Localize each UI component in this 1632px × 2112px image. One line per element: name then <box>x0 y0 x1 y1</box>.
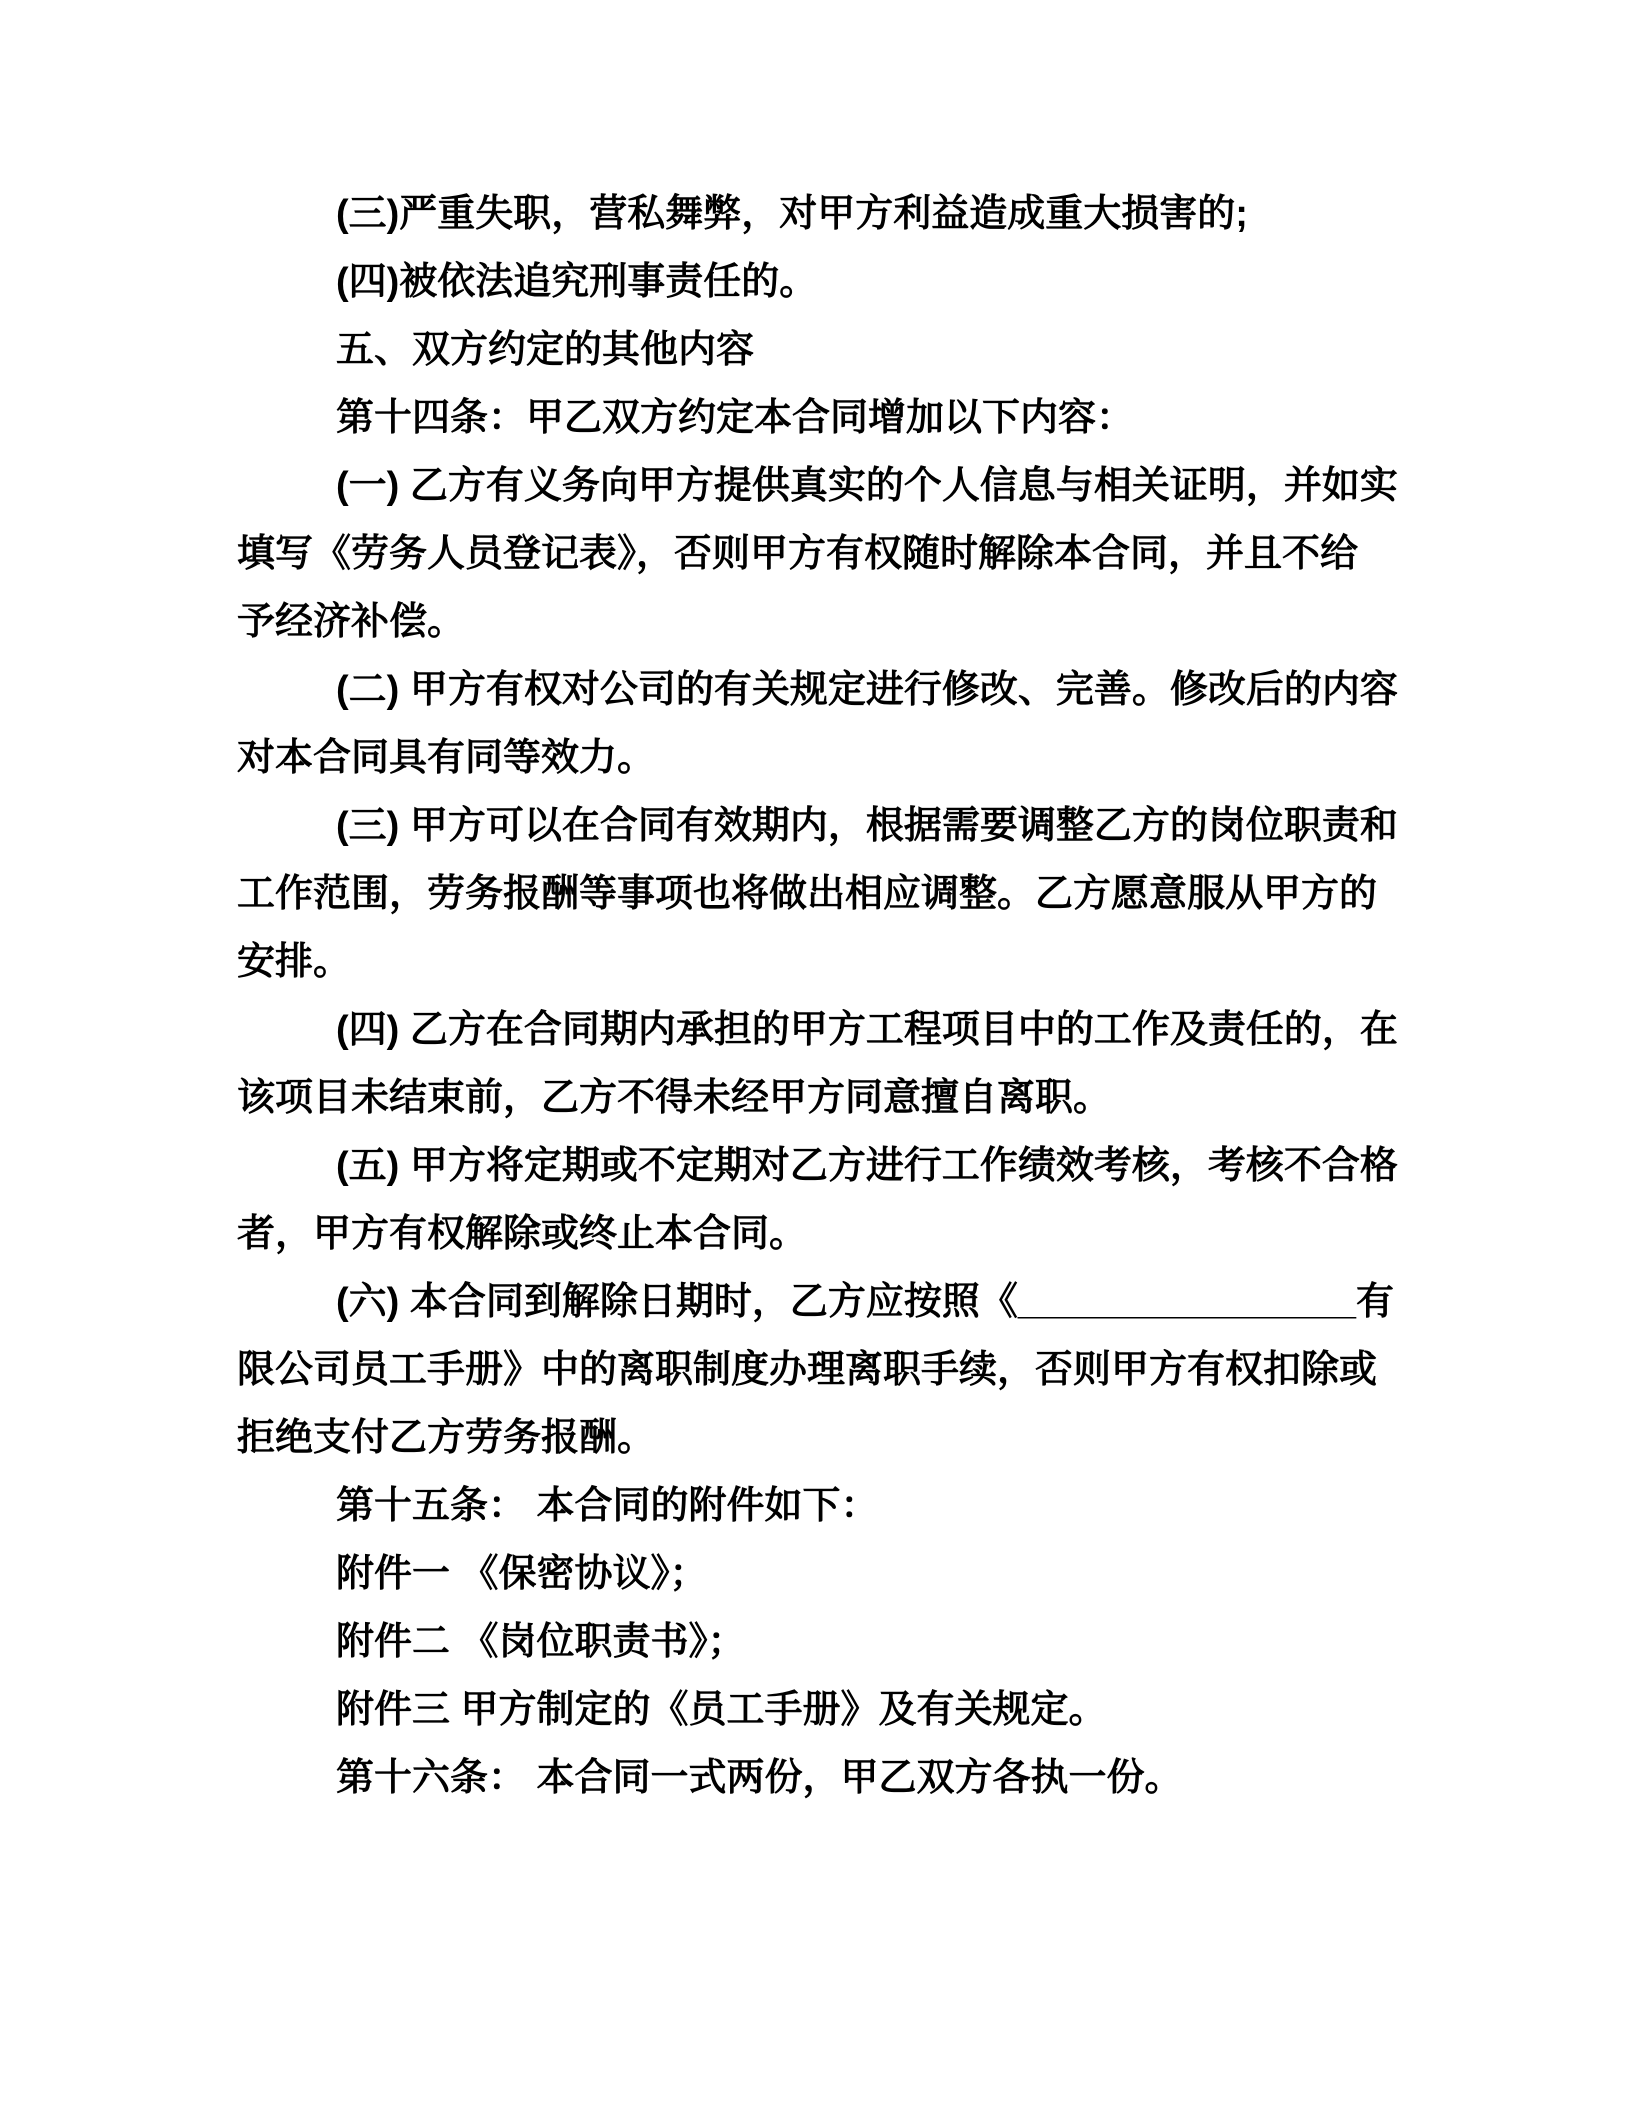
text-line: 填写《劳务人员登记表》，否则甲方有权随时解除本合同，并且不给 <box>237 533 1359 575</box>
text-line: 安排。 <box>237 941 352 983</box>
text-line: 拒绝支付乙方劳务报酬。 <box>237 1417 656 1459</box>
text-line: 第十六条： 本合同一式两份，甲乙双方各执一份。 <box>336 1757 1183 1799</box>
text-line: 附件二 《岗位职责书》； <box>336 1621 746 1663</box>
text-line: (四) 乙方在合同期内承担的甲方工程项目中的工作及责任的，在 <box>336 1009 1398 1051</box>
text-line: 附件一 《保密协议》； <box>336 1553 708 1595</box>
text-line: (五) 甲方将定期或不定期对乙方进行工作绩效考核，考核不合格 <box>336 1145 1398 1187</box>
text-line: (六) 本合同到解除日期时，乙方应按照《________________有 <box>336 1281 1395 1323</box>
text-line: (二) 甲方有权对公司的有关规定进行修改、完善。修改后的内容 <box>336 669 1398 711</box>
contract-text-block <box>0 180 1632 1812</box>
text-line: 第十四条：甲乙双方约定本合同增加以下内容： <box>336 397 1135 439</box>
text-line: 限公司员工手册》中的离职制度办理离职手续，否则甲方有权扣除或 <box>237 1349 1378 1391</box>
text-line: (四)被依法追究刑事责任的。 <box>336 261 818 303</box>
text-line: 工作范围，劳务报酬等事项也将做出相应调整。乙方愿意服从甲方的 <box>237 873 1378 915</box>
text-line: 五、双方约定的其他内容 <box>336 329 755 371</box>
text-line: (三)严重失职，营私舞弊，对甲方利益造成重大损害的; <box>336 193 1248 235</box>
text-line: 附件三 甲方制定的《员工手册》及有关规定。 <box>336 1689 1107 1731</box>
text-line: 第十五条： 本合同的附件如下： <box>336 1485 879 1527</box>
text-line: 该项目未结束前，乙方不得未经甲方同意擅自离职。 <box>237 1077 1112 1119</box>
text-line: 者，甲方有权解除或终止本合同。 <box>237 1213 808 1255</box>
text-line: (三) 甲方可以在合同有效期内，根据需要调整乙方的岗位职责和 <box>336 805 1398 847</box>
text-line: 予经济补偿。 <box>237 601 466 643</box>
text-line: 对本合同具有同等效力。 <box>237 737 656 779</box>
text-line: (一) 乙方有义务向甲方提供真实的个人信息与相关证明，并如实 <box>336 465 1398 507</box>
